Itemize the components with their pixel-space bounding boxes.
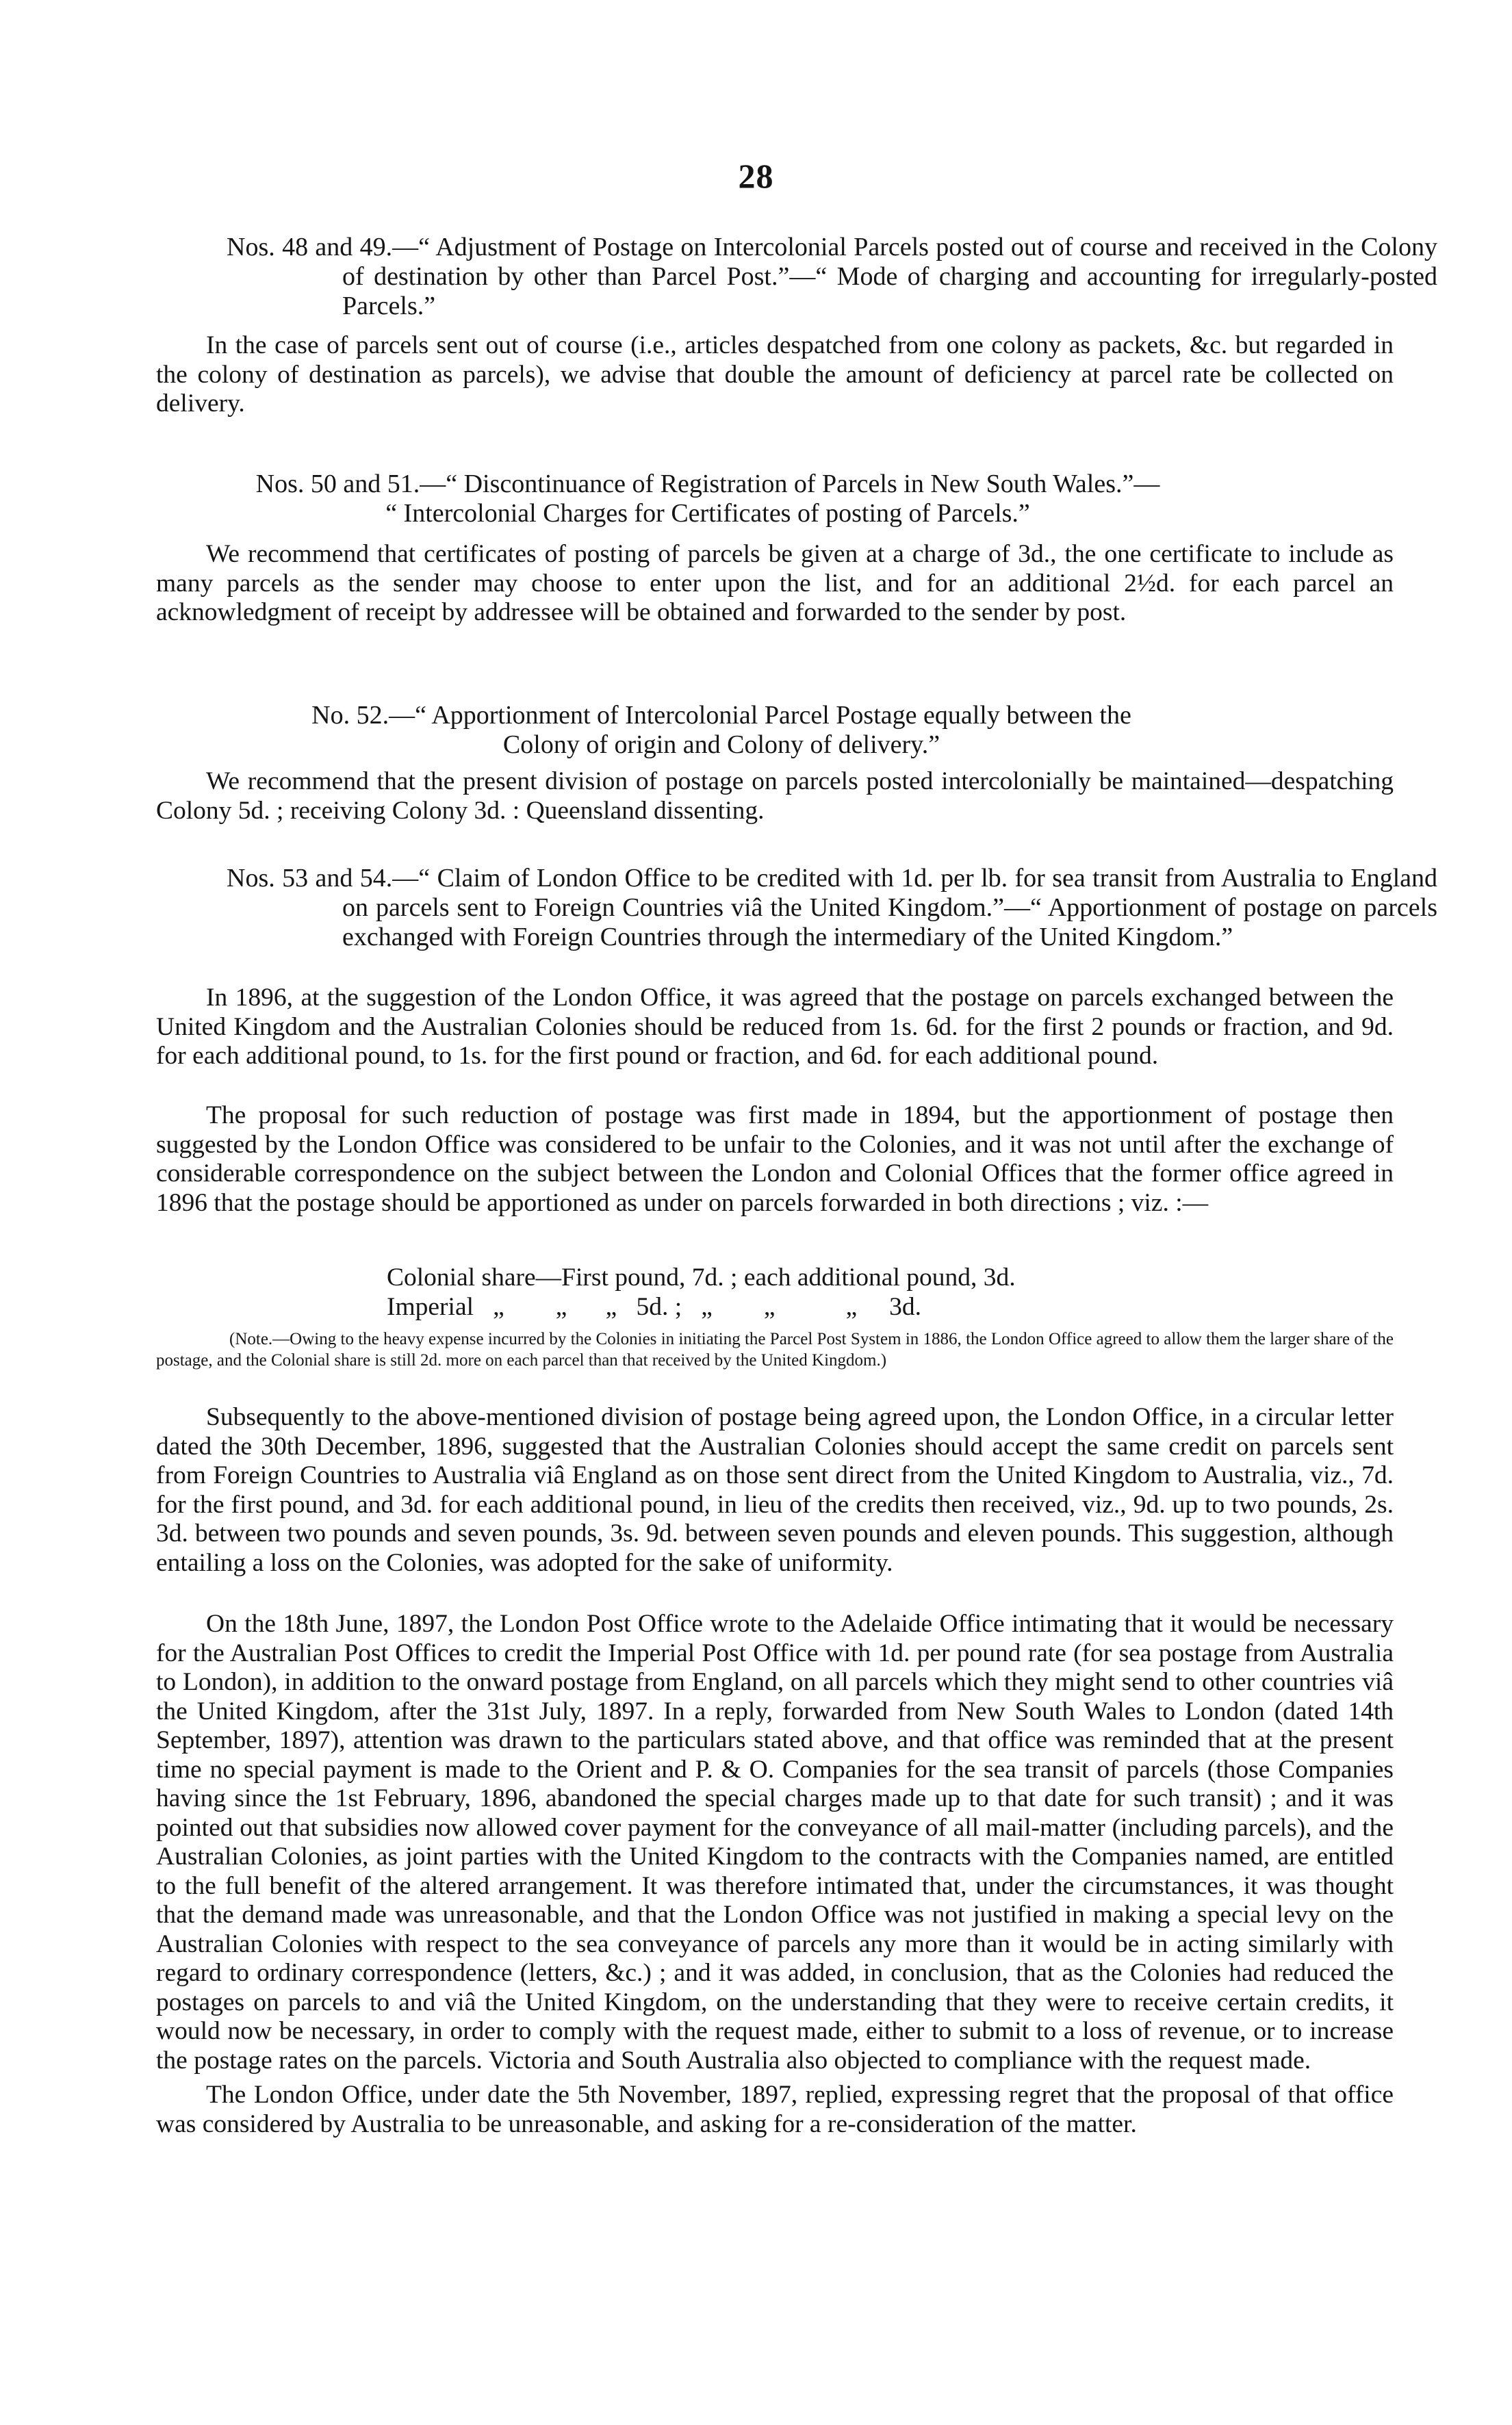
paragraph: Subsequently to the above-mentioned division of postage being agreed upon, the London Office, in a circular letter dated the 30th December, 1896, suggested that the Australian Colonies should accept the same credit on parcels sent from Foreign Countries to Australia viâ England as on those sent direct from the United Kingdom to Australia, viz., 7d. for the first pound, and 3d. for each additional pound, in lieu of the credits then received, viz., 9d. up to two pounds, 2s. 3d. between two pounds and seven pounds, 3s. 9d. between seven pounds and eleven pounds. This suggestion, although entailing a loss on the Colonies, was adopted for the sake of uniformity. (156, 1403, 1394, 1577)
paragraph: The London Office, under date the 5th November, 1897, replied, expressing regret that the proposal of that office was considered by Australia to be unreasonable, and asking for a re-consideration of the matter. (156, 2081, 1394, 2138)
apportionment-colonial-share: Colonial share—First pound, 7d. ; each additional pound, 3d. (387, 1263, 1016, 1292)
paragraph: The proposal for such reduction of postage was first made in 1894, but the apportionment of postage then suggested by the London Office was considered to be unfair to the Colonies, and it was not until after the exchange of considerable correspondence on the subject between the London and Colonial Offices that the former office agreed in 1896 that the postage should be apportioned as under on parcels forwarded in both directions ; viz. :— (156, 1101, 1394, 1217)
paragraph: On the 18th June, 1897, the London Post Office wrote to the Adelaide Office intimating that it would be necessary for the Australian Post Offices to credit the Imperial Post Office with 1d. per pound rate (for sea postage from Australia to London), in addition to the onward postage from England, on all parcels which they might send to other countries viâ the United Kingdom, after the 31st July, 1897. In a reply, forwarded from New South Wales to London (dated 14th September, 1897), attention was drawn to the particulars stated above, and that office was reminded that at the present time no special payment is made to the Orient and P. & O. Companies for the sea transit of parcels (those Companies having since the 1st February, 1896, abandoned the special charges made up to that date for such transit) ; and it was pointed out that subsidies now allowed cover payment for the conveyance of all mail-matter (including parcels), and the Australian Colonies, as joint parties with the United Kingdom to the contracts with the Companies named, are entitled to the full benefit of the altered arrangement. It was therefore intimated that, under the circumstances, it was thought that the demand made was unreasonable, and that the London Office was not justified in making a special levy on the Australian Colonies with respect to the sea conveyance of parcels any more than it would be in acting similarly with regard to ordinary correspondence (letters, &c.) ; and it was added, in conclusion, that as the Colonies had reduced the postages on parcels to and viâ the United Kingdom, on the understanding that they were to receive certain credits, it would now be necessary, in order to comply with the request made, either to submit to a loss of revenue, or to increase the postage rates on the parcels. Victoria and South Australia also objected to compliance with the request made. (156, 1610, 1394, 2075)
section-header-52-line1: No. 52.—“ Apportionment of Intercolonial Parcel Postage equally between the (311, 701, 1131, 730)
section-header-52-line2: Colony of origin and Colony of delivery.” (502, 730, 940, 759)
page-number: 28 (738, 157, 774, 195)
section-header-50-51-line1: Nos. 50 and 51.—“ Discontinuance of Registration of Parcels in New South Wales.”— (255, 470, 1160, 498)
paragraph: We recommend that the present division of postage on parcels posted intercolonially be maintained—despatching Colony 5d. ; receiving Colony 3d. : Queensland dissenting. (156, 767, 1394, 825)
footnote: (Note.—Owing to the heavy expense incurred by the Colonies in initiating the Parcel Post System in 1886, the London Office agreed to allow them the larger share of the postage, and the Colonial share is still 2d. more on each parcel than that received by the United Kingdom.) (156, 1330, 1394, 1370)
paragraph: We recommend that certificates of posting of parcels be given at a charge of 3d., the one certificate to include as many parcels as the sender may choose to enter upon the list, and for an additional 2½d. for each parcel an acknowledgment of receipt by addressee will be obtained and forwarded to the sender by post. (156, 540, 1394, 626)
paragraph: In 1896, at the suggestion of the London Office, it was agreed that the postage on parcels exchanged between the United Kingdom and the Australian Colonies should be reduced from 1s. 6d. for the first 2 pounds or fraction, and 9d. for each additional pound, to 1s. for the first pound or fraction, and 6d. for each additional pound. (156, 984, 1394, 1070)
section-header-50-51-line2: “ Intercolonial Charges for Certificates of posting of Parcels.” (385, 499, 1030, 528)
section-header-48-49: Nos. 48 and 49.—“ Adjustment of Postage on Intercolonial Parcels posted out of course and received in the Colony of destination by other than Parcel Post.”—“ Mode of charging and accounting for irregularly-posted Parcels.” (227, 233, 1437, 320)
apportionment-imperial-share: Imperial „ „ „ 5d. ; „ „ „ 3d. (387, 1293, 922, 1321)
paragraph: In the case of parcels sent out of course (i.e., articles despatched from one colony as packets, &c. but regarded in the colony of destination as parcels), we advise that double the amount of deficiency at parcel rate be collected on delivery. (156, 331, 1394, 418)
section-header-53-54: Nos. 53 and 54.—“ Claim of London Office to be credited with 1d. per lb. for sea transit from Australia to England on parcels sent to Foreign Countries viâ the United Kingdom.”—“ Apportionment of postage on parcels exchanged with Foreign Countries through the intermediary of the United Kingdom.” (227, 864, 1437, 951)
